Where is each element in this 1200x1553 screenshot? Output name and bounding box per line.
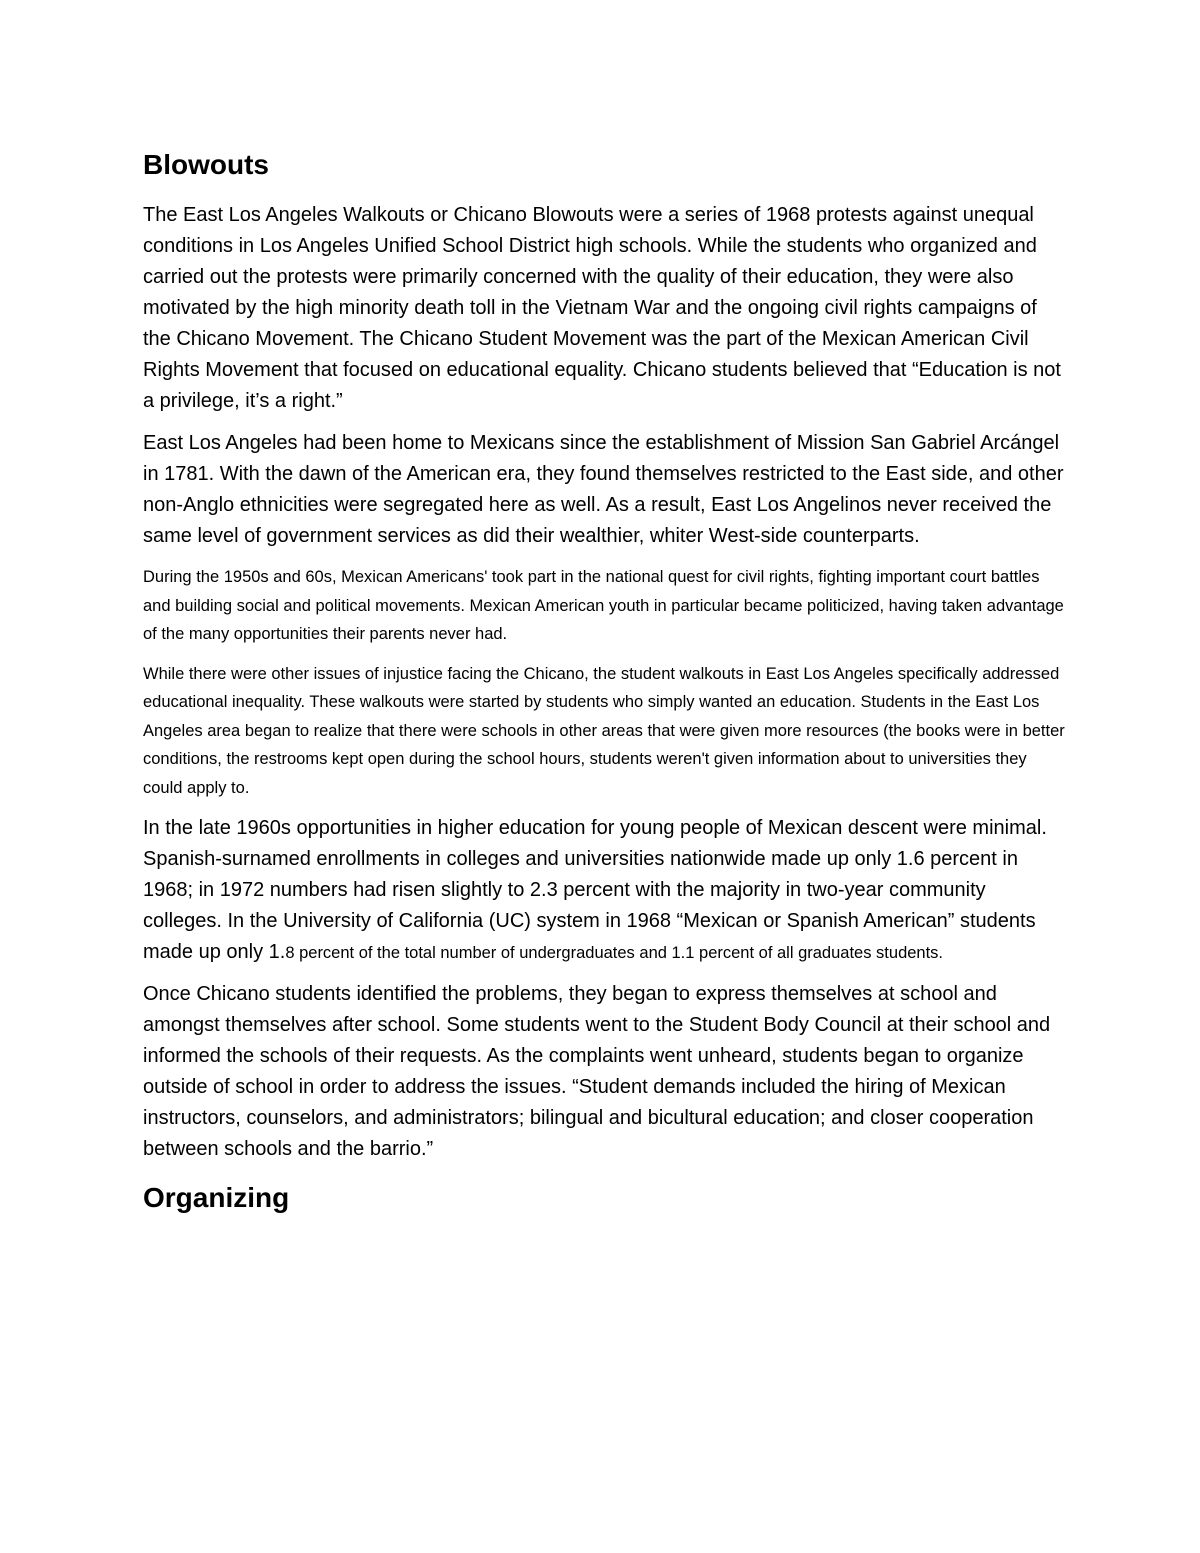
paragraph-higher-education-stats-small: 8 percent of the total number of undergraduates and 1.1 percent of all graduates students. <box>285 944 944 962</box>
paragraph-higher-education-stats <box>143 813 1068 968</box>
paragraph-educational-inequality: While there were other issues of injustice facing the Chicano, the student walkouts in East Los Angeles specifically addressed educational inequality. These walkouts were started by students who simply wanted an education. Students in the East Los Angeles area began to realize that there were schools in other areas that were given more resources (the books were in better conditions, the restrooms kept open during the school hours, students weren't given information about to universities they could apply to. <box>143 664 1065 797</box>
heading-blowouts: Blowouts <box>143 149 269 180</box>
heading-organizing: Organizing <box>143 1182 290 1213</box>
paragraph-east-la-history: East Los Angeles had been home to Mexicans since the establishment of Mission San Gabriel Arcángel in 1781. With the dawn of the American era, they found themselves restricted to the East side, and other non-Anglo ethnicities were segregated here as well. As a result, East Los Angelinos never received the same level of government services as did their wealthier, whiter West-side counterparts. <box>143 432 1064 547</box>
paragraph-higher-education-stats-large: In the late 1960s opportunities in higher education for young people of Mexican descent were minimal. Spanish-surnamed enrollments in colleges and universities nationwide made up only 1.6 percent in 1968; in 1972 numbers had risen slightly to 2.3 percent with the majority in two-year community colleges. In the University of California (UC) system in 1968 “Mexican or Spanish American” students made up only 1. <box>143 817 1047 963</box>
paragraph-student-demands: Once Chicano students identified the problems, they began to express themselves at school and amongst themselves after school. Some students went to the Student Body Council at their school and informed the schools of their requests. As the complaints went unheard, students began to organize outside of school in order to address the issues. “Student demands included the hiring of Mexican instructors, counselors, and administrators; bilingual and bicultural education; and closer cooperation between schools and the barrio.” <box>143 983 1051 1160</box>
paragraph-walkouts-intro: The East Los Angeles Walkouts or Chicano Blowouts were a series of 1968 protests against unequal conditions in Los Angeles Unified School District high schools. While the students who organized and carried out the protests were primarily concerned with the quality of their education, they were also motivated by the high minority death toll in the Vietnam War and the ongoing civil rights campaigns of the Chicano Movement. The Chicano Student Movement was the part of the Mexican American Civil Rights Movement that focused on educational equality. Chicano students believed that “Education is not a privilege, it’s a right.” <box>143 204 1061 412</box>
document-body <box>143 148 1068 1233</box>
paragraph-civil-rights-1950s: During the 1950s and 60s, Mexican Americans' took part in the national quest for civil rights, fighting important court battles and building social and political movements. Mexican American youth in particular became politicized, having taken advantage of the many opportunities their parents never had. <box>143 568 1064 643</box>
